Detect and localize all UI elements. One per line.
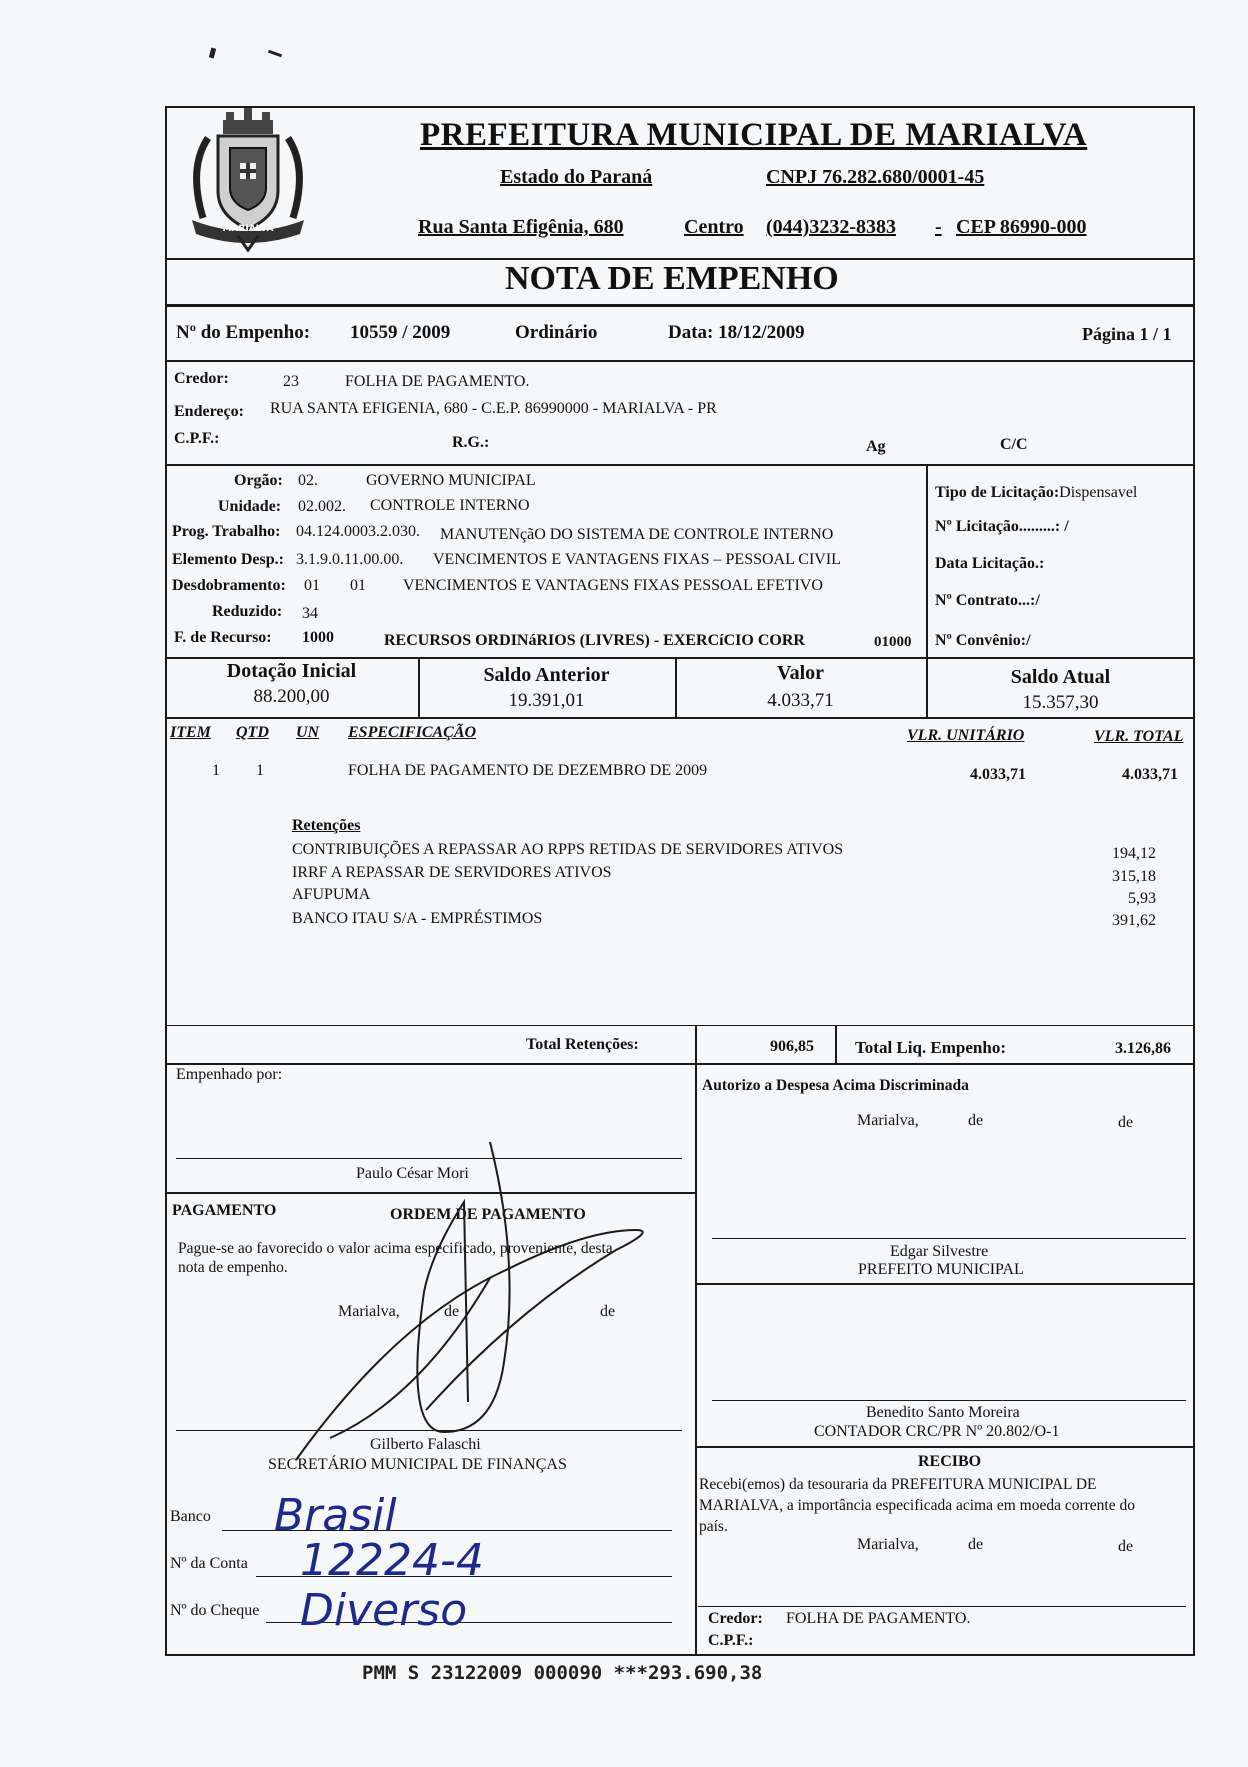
data-licitacao: Data Licitação.: xyxy=(935,555,1045,572)
total-retencoes-label: Total Retenções: xyxy=(526,1036,639,1053)
cheque-handwritten: Diverso xyxy=(300,1585,468,1636)
elemento-label: Elemento Desp.: xyxy=(172,551,284,568)
retencao-value: 315,18 xyxy=(1112,868,1156,885)
recurso-label: F. de Recurso: xyxy=(174,629,272,646)
empenhado-name: Paulo César Mori xyxy=(356,1165,469,1182)
recurso-name: RECURSOS ORDINáRIOS (LIVRES) - EXERCíCIO CORR xyxy=(384,632,805,649)
prog-name: MANUTENçãO DO SISTEMA DE CONTROLE INTERNO xyxy=(440,526,834,543)
contador-title: CONTADOR CRC/PR Nº 20.802/O-1 xyxy=(814,1423,1060,1440)
state-label: Estado do Paraná xyxy=(500,166,653,188)
neighborhood-label: Centro xyxy=(684,216,744,238)
header-separator: - xyxy=(935,216,942,238)
empenho-date: Data: 18/12/2009 xyxy=(668,322,805,343)
reduzido-value: 34 xyxy=(302,605,318,622)
autorizo-city: Marialva, xyxy=(857,1112,919,1129)
recibo-text-3: país. xyxy=(699,1518,728,1535)
desdobramento-code-2: 01 xyxy=(350,577,366,594)
scan-mark xyxy=(209,48,216,59)
recibo-title: RECIBO xyxy=(918,1453,982,1470)
elemento-code: 3.1.9.0.11.00.00. xyxy=(296,551,404,568)
recurso-code-2: 01000 xyxy=(874,634,912,650)
prefeito-name: Edgar Silvestre xyxy=(890,1243,989,1260)
document-title: NOTA DE EMPENHO xyxy=(505,260,839,297)
phone-label: (044)3232-8383 xyxy=(766,216,896,238)
orgao-name: GOVERNO MUNICIPAL xyxy=(366,472,536,489)
pagamento-de-2: de xyxy=(600,1303,616,1320)
address-label: Rua Santa Efigênia, 680 xyxy=(418,216,624,238)
prefeito-title: PREFEITO MUNICIPAL xyxy=(858,1261,1024,1278)
saldo-anterior-value: 19.391,01 xyxy=(508,690,585,711)
banco-label: Banco xyxy=(170,1508,211,1525)
desdobramento-name: VENCIMENTOS E VANTAGENS FIXAS PESSOAL EFETIVO xyxy=(403,577,823,594)
item-number: 1 xyxy=(212,762,220,779)
contador-name: Benedito Santo Moreira xyxy=(866,1404,1020,1421)
prog-code: 04.124.0003.2.030. xyxy=(296,523,420,540)
credor-address: RUA SANTA EFIGENIA, 680 - C.E.P. 86990000 - MARIALVA - PR xyxy=(270,400,717,417)
col-item: ITEM xyxy=(170,724,211,741)
col-unit-value: VLR. UNITÁRIO xyxy=(907,727,1025,744)
pagamento-text-2: nota de empenho. xyxy=(178,1259,288,1276)
orgao-code: 02. xyxy=(298,472,318,489)
autorizo-de-1: de xyxy=(968,1112,984,1129)
ordem-pagamento-label: ORDEM DE PAGAMENTO xyxy=(390,1206,586,1223)
autorizo-label: Autorizo a Despesa Acima Discriminada xyxy=(702,1077,969,1094)
col-un: UN xyxy=(296,724,320,741)
rg-label: R.G.: xyxy=(452,434,490,451)
dotacao-value: 88.200,00 xyxy=(253,686,330,707)
unidade-name: CONTROLE INTERNO xyxy=(370,497,530,514)
recibo-city: Marialva, xyxy=(857,1536,919,1553)
page-title: PREFEITURA MUNICIPAL DE MARIALVA xyxy=(420,117,1088,153)
saldo-anterior-label: Saldo Anterior xyxy=(483,664,610,686)
empenho-type: Ordinário xyxy=(515,322,598,343)
col-qtd: QTD xyxy=(236,724,269,741)
numero-licitacao: Nº Licitação.........: / xyxy=(935,518,1069,535)
scan-mark xyxy=(268,50,282,58)
cheque-label: Nº do Cheque xyxy=(170,1602,260,1619)
retencao-desc: AFUPUMA xyxy=(292,886,371,903)
valor-label: Valor xyxy=(776,662,825,684)
credor-code: 23 xyxy=(283,373,299,390)
recibo-text-1: Recebi(emos) da tesouraria da PREFEITURA MUNICIPAL DE xyxy=(699,1476,1097,1493)
secretario-name: Gilberto Falaschi xyxy=(370,1436,481,1453)
municipal-crest-icon xyxy=(178,108,318,258)
credor-label: Credor: xyxy=(174,370,229,387)
reduzido-label: Reduzido: xyxy=(212,603,283,620)
recibo-de-1: de xyxy=(968,1536,984,1553)
credor-name: FOLHA DE PAGAMENTO. xyxy=(345,373,530,390)
tipo-licitacao-value: Dispensavel xyxy=(1059,484,1138,501)
saldo-atual-value: 15.357,30 xyxy=(1022,692,1099,713)
unidade-code: 02.002. xyxy=(298,498,346,515)
item-unit-value: 4.033,71 xyxy=(970,766,1026,783)
total-liquido-label: Total Liq. Empenho: xyxy=(855,1038,1006,1057)
elemento-name: VENCIMENTOS E VANTAGENS FIXAS – PESSOAL CIVIL xyxy=(433,551,841,568)
recurso-code: 1000 xyxy=(302,629,334,646)
col-total-value: VLR. TOTAL xyxy=(1094,728,1184,745)
total-liquido-value: 3.126,86 xyxy=(1115,1040,1171,1057)
retencoes-label: Retenções xyxy=(292,817,361,834)
pagamento-de-1: de xyxy=(444,1303,460,1320)
retencao-desc: IRRF A REPASSAR DE SERVIDORES ATIVOS xyxy=(292,864,612,881)
desdobramento-code-1: 01 xyxy=(304,577,320,594)
empenho-number-label: Nº do Empenho: xyxy=(176,322,311,343)
retencao-value: 5,93 xyxy=(1128,890,1156,907)
total-retencoes-value: 906,85 xyxy=(770,1038,814,1055)
col-spec: ESPECIFICAÇÃO xyxy=(348,724,477,741)
dotacao-label: Dotação Inicial xyxy=(226,660,357,682)
item-total-value: 4.033,71 xyxy=(1122,766,1178,783)
conta-label: Nº da Conta xyxy=(170,1555,248,1572)
retencao-value: 391,62 xyxy=(1112,912,1156,929)
cep-label: CEP 86990-000 xyxy=(956,216,1087,238)
retencao-value: 194,12 xyxy=(1112,845,1156,862)
cnpj-label: CNPJ 76.282.680/0001-45 xyxy=(766,166,985,188)
desdobramento-label: Desdobramento: xyxy=(172,577,286,594)
tipo-licitacao-label: Tipo de Licitação:Dispensavel xyxy=(935,484,1138,501)
item-qtd: 1 xyxy=(256,762,264,779)
cpf-label: C.P.F.: xyxy=(174,430,220,447)
crest-ribbon-text: MARIALVA xyxy=(222,224,274,234)
ag-label: Ag xyxy=(866,438,886,455)
footer-stamp: PMM S 23122009 000090 ***293.690,38 xyxy=(362,1662,763,1684)
recibo-credor-name: FOLHA DE PAGAMENTO. xyxy=(786,1610,971,1627)
retencao-desc: BANCO ITAU S/A - EMPRÉSTIMOS xyxy=(292,910,543,927)
empenhado-label: Empenhado por: xyxy=(176,1066,283,1083)
retencao-desc: CONTRIBUIÇÕES A REPASSAR AO RPPS RETIDAS DE SERVIDORES ATIVOS xyxy=(292,841,844,858)
cc-label: C/C xyxy=(1000,436,1028,453)
valor-value: 4.033,71 xyxy=(767,690,834,711)
recibo-de-2: de xyxy=(1118,1538,1134,1555)
saldo-atual-label: Saldo Atual xyxy=(1010,666,1111,688)
numero-contrato: Nº Contrato...:/ xyxy=(935,592,1040,609)
recibo-text-2: MARIALVA, a importância especificada acima em moeda corrente do xyxy=(699,1497,1135,1514)
pagamento-label: PAGAMENTO xyxy=(172,1202,277,1219)
pagamento-text-1: Pague-se ao favorecido o valor acima especificado, proveniente, desta xyxy=(178,1240,613,1257)
numero-convenio: Nº Convênio:/ xyxy=(935,632,1031,649)
autorizo-de-2: de xyxy=(1118,1114,1134,1131)
secretario-title: SECRETÁRIO MUNICIPAL DE FINANÇAS xyxy=(268,1456,567,1473)
item-spec: FOLHA DE PAGAMENTO DE DEZEMBRO DE 2009 xyxy=(348,762,708,779)
orgao-label: Orgão: xyxy=(234,472,283,489)
unidade-label: Unidade: xyxy=(218,498,282,515)
banco-handwritten: Brasil xyxy=(274,1490,397,1541)
endereco-label: Endereço: xyxy=(174,403,244,420)
conta-handwritten: 12224-4 xyxy=(300,1535,484,1586)
pagamento-city: Marialva, xyxy=(338,1303,400,1320)
recibo-credor-label: Credor: xyxy=(708,1610,763,1627)
empenho-number: 10559 / 2009 xyxy=(350,322,451,343)
recibo-cpf-label: C.P.F.: xyxy=(708,1632,754,1649)
prog-label: Prog. Trabalho: xyxy=(172,523,281,540)
page-number: Página 1 / 1 xyxy=(1082,324,1172,344)
